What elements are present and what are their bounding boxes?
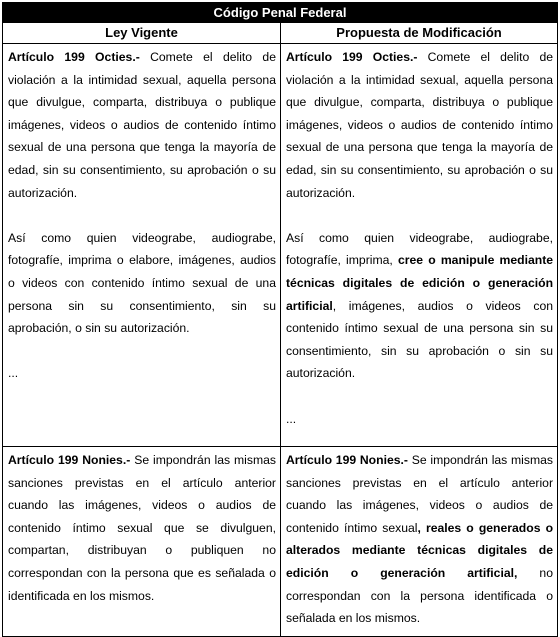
ellipsis: ... <box>286 411 297 426</box>
paragraph <box>8 46 276 204</box>
added-text: cree o manipule mediante técnicas digitales de edición o generación artificial <box>286 253 554 313</box>
paragraph <box>286 46 553 204</box>
cell-proposed-199-octies <box>281 44 558 447</box>
cell-current-199-nonies <box>3 447 281 637</box>
title-row <box>3 3 558 23</box>
paragraph: Así como quien videograbe, audiograbe, fotografíe, imprima o elabore, imágenes, audios o videos con contenido íntimo sexual de una persona sin su consentimiento, sin su aprobación, o sin su autorización. <box>8 230 276 336</box>
paragraph-text: Comete el delito de violación a la intimidad sexual, aquella persona que divulgue, comparta, distribuya o publique imágenes, videos o audios de contenido íntimo sexual de una persona que tenga la mayoría de edad, sin su consentimiento, su aprobación o su autorización. <box>8 50 276 200</box>
column-header-current-law: Ley Vigente <box>3 23 281 44</box>
table-row <box>3 447 558 637</box>
article-heading: Artículo 199 Octies.- <box>286 50 418 64</box>
article-heading: Artículo 199 Octies.- <box>8 50 140 64</box>
comparison-table <box>2 2 558 637</box>
paragraph-text: no correspondan con la persona identificada o señalada en los mismos. <box>286 565 554 626</box>
paragraph-text: Se impondrán las mismas sanciones previstas en el artículo anterior cuando las imágenes, videos o audios de contenido íntimo sexual que se divulguen, compartan, distribuyan o publiquen no correspondan con la persona que es señalada o identificada en los mismos. <box>8 453 276 603</box>
ellipsis: ... <box>8 366 19 381</box>
article-heading: Artículo 199 Nonies.- <box>8 453 131 467</box>
article-heading: Artículo 199 Nonies.- <box>286 453 408 467</box>
paragraph <box>286 227 553 385</box>
header-row <box>3 23 558 44</box>
column-header-proposed-change: Propuesta de Modificación <box>281 23 558 44</box>
paragraph-text: Así como quien videograbe, audiograbe, fotografíe, imprima, <box>286 230 554 268</box>
added-text: , reales o generados o alterados mediante técnicas digitales de edición o generación artificial, <box>286 520 554 580</box>
paragraph <box>286 449 553 630</box>
paragraph-text: Comete el delito de violación a la intimidad sexual, aquella persona que divulgue, comparta, distribuya o publique imágenes, videos o audios de contenido íntimo sexual de una persona que tenga la mayoría de edad, sin su consentimiento, su aprobación o su autorización. <box>286 50 554 200</box>
cell-proposed-199-nonies <box>281 447 558 637</box>
paragraph <box>8 449 276 607</box>
paragraph-text: , imágenes, audios o videos con contenido íntimo sexual de una persona sin su consentimiento, sin su aprobación o sin su autorización. <box>286 298 554 381</box>
table-title: Código Penal Federal <box>3 3 558 23</box>
paragraph-text: Se impondrán las mismas sanciones previstas en el artículo anterior cuando las imágenes, videos o audios de contenido íntimo sexual <box>286 453 554 535</box>
table-row <box>3 44 558 447</box>
cell-current-199-octies <box>3 44 281 447</box>
